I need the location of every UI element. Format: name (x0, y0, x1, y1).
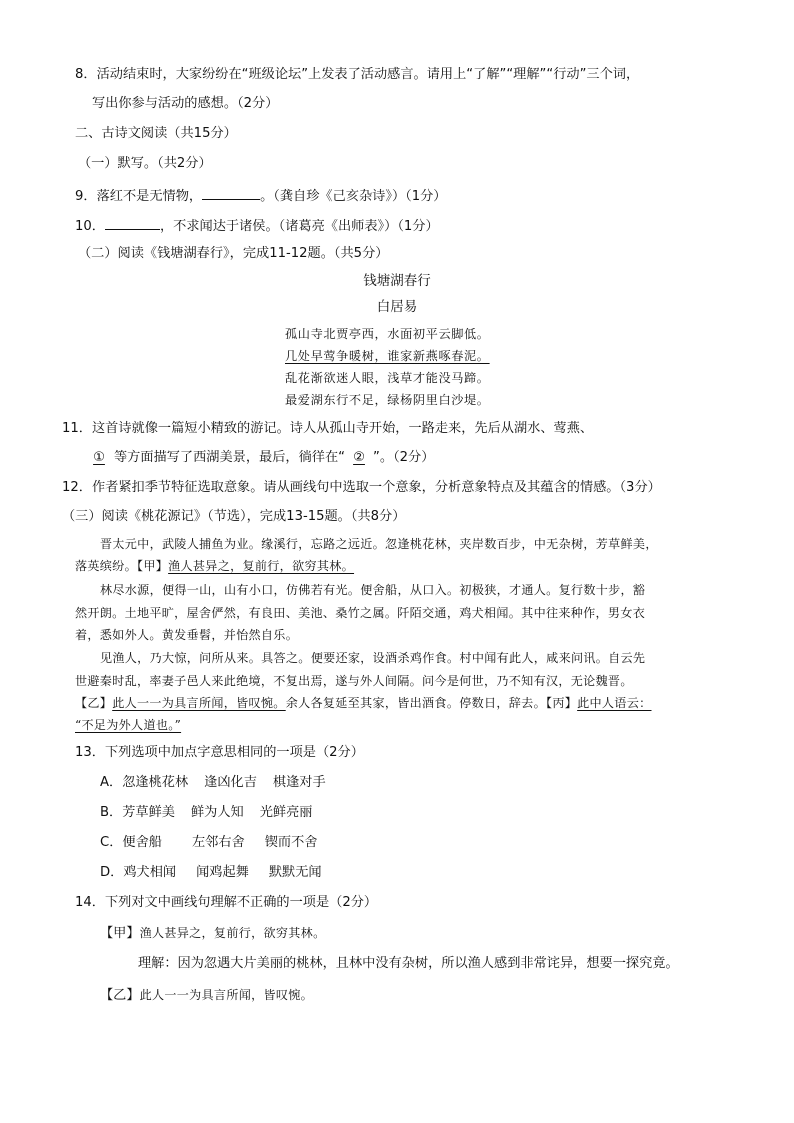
q10-before: 10． (75, 219, 105, 234)
option-label: D． (100, 865, 124, 880)
option-label: B． (100, 805, 123, 820)
option-item: 锲而不舍 (264, 835, 318, 850)
q13-option-b (100, 804, 313, 822)
q10-after: ，不求闻达于诸侯。（诸葛亮《出师表》）（1分） (159, 219, 439, 234)
passage-p1-line2 (75, 557, 354, 575)
part3-heading: （三）阅读《桃花源记》（节选），完成13-15题。（共8分） (62, 509, 406, 524)
q14-jia (100, 924, 325, 943)
q8-line1: 8．活动结束时，大家纷纷在“班级论坛”上发表了活动感言。请用上“了解”“理解”“行动”三个词， (75, 67, 640, 82)
option-item: 默默无闻 (268, 865, 322, 880)
q14-jia-text: 渔人甚异之，复前行，欲穷其林。 (139, 926, 326, 940)
option-item: 闻鸡起舞 (196, 865, 249, 880)
passage-p3-line1: 见渔人，乃大惊，问所从来。具答之。便要还家，设酒杀鸡作食。村中闻有此人，咸来问讯。自云先 (100, 651, 646, 665)
passage-p3-mid: 余人各复延至其家，皆出酒食。停数日，辞去。 (285, 696, 546, 710)
option-item: 逢凶化吉 (204, 775, 257, 790)
part1-heading: （一）默写。（共2分） (78, 156, 212, 171)
label-bing: 【丙】 (545, 696, 578, 710)
poem-line-1: 孤山寺北贾亭西，水面初平云脚低。 (285, 327, 490, 341)
passage-p1-tail: 落英缤纷。 (75, 559, 137, 573)
q11-mid: 等方面描写了西湖美景，最后，徜徉在“ (114, 450, 346, 465)
option-item: 棋逢对手 (272, 775, 326, 790)
q13-stem: 13．下列选项中加点字意思相同的一项是（2分） (75, 745, 364, 760)
q13-option-d (100, 864, 322, 882)
q11-line1: 11．这首诗就像一篇短小精致的游记。诗人从孤山寺开始，一路走来，先后从湖水、莺燕、 (62, 421, 594, 436)
q9-after: 。（龚自珍《己亥杂诗》）（1分） (260, 189, 447, 204)
option-label: C． (100, 835, 123, 850)
q13-option-a (100, 774, 326, 792)
q9-before: 9．落红不是无情物， (75, 189, 203, 204)
q14-jia-explanation: 理解：因为忽遇大片美丽的桃林，且林中没有杂树，所以渔人感到非常诧异，想要一探究竟。 (138, 956, 679, 971)
q10 (75, 215, 439, 236)
underlined-sentence-yi: 此人一一为具言所闻，皆叹惋。 (112, 696, 286, 710)
option-item: 鸡犬相闻 (123, 865, 177, 880)
passage-p3-line4 (75, 716, 181, 734)
q11-blank-2: ② (353, 450, 365, 465)
option-item: 便舍船 (122, 835, 162, 850)
underlined-sentence-jia: 渔人甚异之，复前行，欲穷其林。 (168, 559, 355, 573)
poem-line-2 (285, 347, 490, 365)
poem-title: 钱塘湖春行 (363, 273, 431, 289)
poem-line-4: 最爱湖东行不足，绿杨阴里白沙堤。 (285, 393, 490, 407)
passage-p1-line1: 晋太元中，武陵人捕鱼为业。缘溪行，忘路之远近。忽逢桃花林，夹岸数百步，中无杂树，芳草鲜美， (100, 537, 658, 551)
q8-line2: 写出你参与活动的感想。（2分） (92, 96, 279, 111)
q14-yi-label: 【乙】 (100, 988, 140, 1003)
q9-blank (202, 185, 260, 200)
underlined-sentence-bing: 此中人语云： (577, 696, 652, 710)
poem-author: 白居易 (376, 299, 418, 315)
poem-line-2-underlined: 几处早莺争暖树，谁家新燕啄春泥。 (285, 349, 490, 363)
passage-p2-line1: 林尽水源，便得一山，山有小口，仿佛若有光。便舍船，从口入。初极狭，才通人。复行数十步，豁 (100, 583, 646, 597)
label-jia: 【甲】 (136, 559, 169, 573)
q14-stem: 14．下列对文中画线句理解不正确的一项是（2分） (75, 895, 378, 910)
q10-blank (105, 215, 160, 230)
q14-yi-text: 此人一一为具言所闻，皆叹惋。 (139, 988, 314, 1002)
option-label: A． (100, 775, 123, 790)
q11-blank-1: ① (93, 450, 105, 465)
q11-end: ”。（2分） (373, 450, 435, 465)
q14-yi (100, 986, 313, 1005)
q14-jia-label: 【甲】 (100, 926, 140, 941)
passage-p3-line2: 世避秦时乱，率妻子邑人来此绝境，不复出焉，遂与外人间隔。问今是何世，乃不知有汉，无论魏晋。 (75, 674, 633, 688)
passage-p2-line3: 着，悉如外人。黄发垂髫，并怡然自乐。 (75, 628, 299, 642)
option-item: 左邻右舍 (191, 835, 245, 850)
q11-line2 (84, 449, 434, 467)
option-item: 光鲜亮丽 (259, 805, 313, 820)
label-yi: 【乙】 (75, 696, 113, 710)
q9 (75, 185, 446, 206)
poem-line-3: 乱花渐欲迷人眼，浅草才能没马蹄。 (285, 371, 490, 385)
section2-heading: 二、古诗文阅读（共15分） (75, 126, 237, 141)
option-item: 鲜为人知 (191, 805, 244, 820)
passage-p3-line3 (75, 694, 652, 712)
q13-option-c (100, 834, 317, 852)
q12: 12．作者紧扣季节特征选取意象。请从画线句中选取一个意象，分析意象特点及其蕴含的情感。（3分） (62, 480, 661, 495)
option-item: 芳草鲜美 (122, 805, 175, 820)
part2-heading: （二）阅读《钱塘湖春行》，完成11-12题。（共5分） (78, 246, 389, 261)
option-item: 忽逢桃花林 (122, 775, 189, 790)
underlined-sentence-bing-end: “不足为外人道也。” (75, 718, 182, 732)
passage-p2-line2: 然开朗。土地平旷，屋舍俨然，有良田、美池、桑竹之属。阡陌交通，鸡犬相闻。其中往来种作，男女衣 (75, 606, 646, 620)
